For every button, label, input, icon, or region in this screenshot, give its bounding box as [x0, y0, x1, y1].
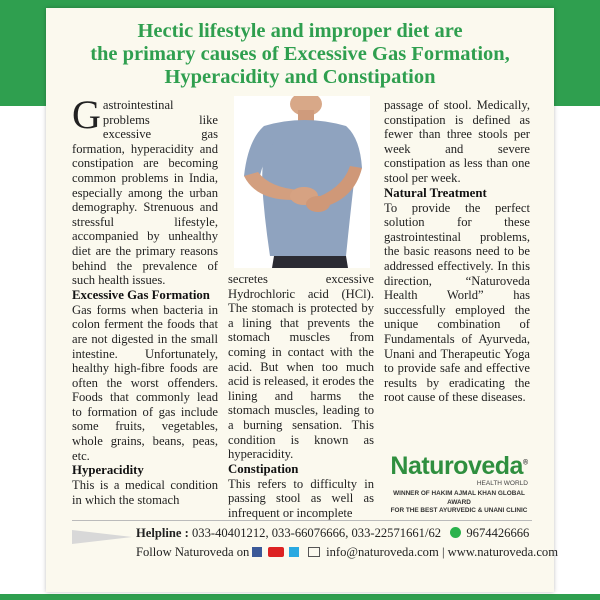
bottom-green-band — [0, 594, 600, 600]
helpline-row — [136, 526, 529, 541]
award-text — [384, 490, 534, 516]
logo-subtitle: HEALTH WORLD — [476, 480, 528, 487]
man-holding-stomach-illustration — [234, 96, 370, 268]
left-green-band — [0, 24, 46, 106]
constipation-paragraph-start: This refers to difficulty in passing stool as well as infrequent or incomplete — [228, 476, 374, 520]
headline — [46, 20, 554, 89]
constipation-heading: Constipation — [228, 461, 299, 476]
gas-heading: Excessive Gas Formation — [72, 287, 210, 302]
footer-divider — [72, 520, 532, 521]
constipation-paragraph-cont: passage of stool. Medically, constipation is defined as fewer than three stools per week and severe constipation as less than one stool per week. — [384, 98, 530, 185]
treatment-paragraph: To provide the perfect solution for these gastrointestinal problems, the basic reasons need to be addressed effectively. In this direction, “Naturoveda Health World” has successfully employed the unique combination of Fundamentals of Ayurveda, Unani and Therapeutic Yoga to provide safe and effective results by eradicating the root cause of these diseases. — [384, 200, 530, 405]
facebook-icon[interactable] — [252, 547, 262, 557]
email-link[interactable]: info@naturoveda.com — [326, 545, 439, 559]
intro-text: astrointestinal problems like excessive gas formation, hyperacidity and constipation are becoming common problems in India, especially among the urban demography. Strenuous and stressful lifestyle, accompanied by unhealthy diet are the primary reasons behind the prevalence of such health issues. — [72, 98, 218, 288]
twitter-icon[interactable] — [289, 547, 299, 557]
award-line-2: FOR THE BEST AYURVEDIC & UNANI CLINIC — [390, 507, 528, 514]
arrow-decoration — [72, 530, 132, 544]
separator: | — [441, 545, 445, 559]
logo-name: Naturoveda — [390, 452, 523, 480]
stomach-pain-photo — [234, 96, 370, 268]
column-3 — [384, 98, 530, 405]
follow-text: Follow Naturoveda on — [136, 545, 250, 559]
mail-icon — [308, 547, 320, 557]
column-2 — [228, 272, 374, 521]
hyperacidity-paragraph-cont: secretes excessive Hydrochloric acid (HCl). The stomach is protected by a lining that prevents the stomach muscles from coming in contact with the acid. But when too much acid is released, it erodes the lining and harms the stomach muscles, leading to a burning sensation. This condition is known as hyperacidity. — [228, 272, 374, 462]
headline-line-2: the primary causes of Excessive Gas Formation, — [90, 43, 510, 65]
headline-line-1: Hectic lifestyle and improper diet are — [137, 20, 463, 42]
column-1 — [72, 92, 218, 507]
registered-mark: ® — [522, 459, 528, 467]
gas-paragraph: Gas forms when bacteria in colon ferment the foods that are not digested in the small intestine. Unfortunately, healthy high-fibre foods are often the worst offenders. Foods that commonly lead to formation of gas include some fruits, vegetables, whole grains, beans, peas, etc. — [72, 302, 218, 463]
social-row — [136, 545, 558, 560]
intro-paragraph — [72, 92, 218, 288]
hyperacidity-paragraph-start: This is a medical condition in which the stomach — [72, 478, 218, 507]
award-line-1: WINNER OF HAKIM AJMAL KHAN GLOBAL AWARD — [393, 490, 525, 506]
headline-line-3: Hyperacidity and Constipation — [164, 66, 436, 88]
whatsapp-number: 9674426666 — [466, 526, 530, 540]
hyperacidity-heading: Hyperacidity — [72, 463, 144, 478]
youtube-icon[interactable] — [268, 547, 284, 557]
right-green-band — [554, 24, 600, 106]
treatment-heading: Natural Treatment — [384, 185, 487, 200]
whatsapp-icon — [450, 527, 461, 538]
helpline-numbers: 033-40401212, 033-66076666, 033-22571661/62 — [191, 526, 442, 540]
drop-cap: G — [72, 92, 101, 137]
helpline-label: Helpline : — [136, 526, 189, 540]
naturoveda-logo — [384, 448, 534, 514]
article-sheet — [46, 8, 559, 592]
website-link[interactable]: www.naturoveda.com — [447, 545, 559, 559]
